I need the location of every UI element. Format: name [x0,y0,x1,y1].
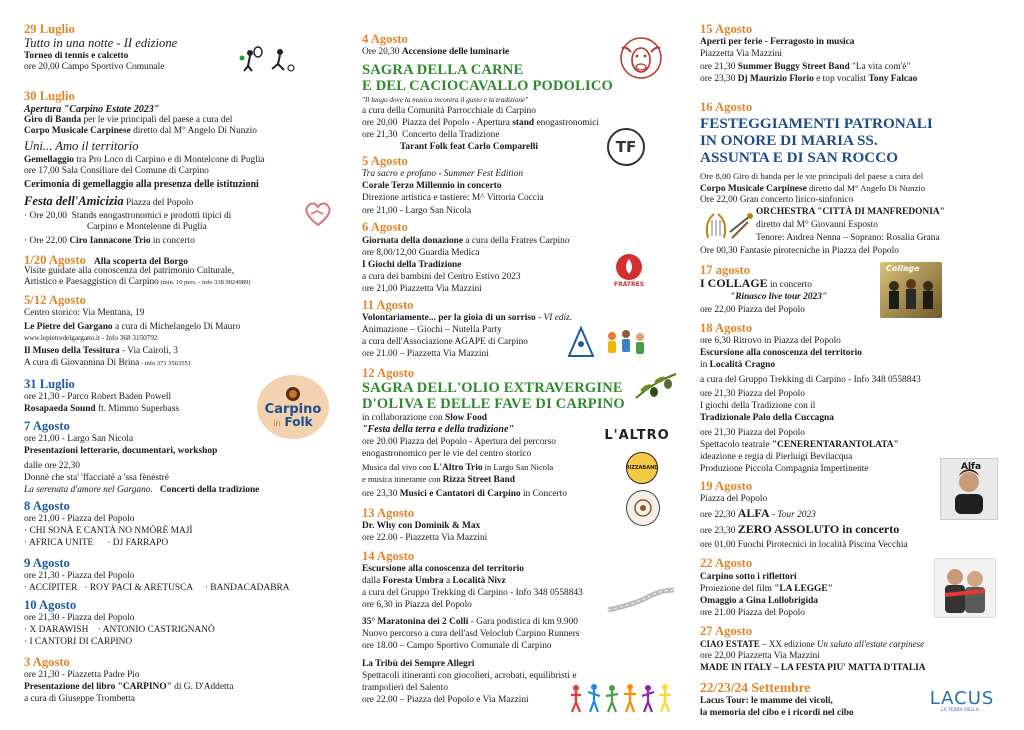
event-detail: Giro di banda per le vie principali del paese a cura del [730,171,924,181]
event-name: Corale Terzo Millennio in concerto [362,181,502,191]
logo-text: Folk [284,414,313,429]
event-detail: Visite guidate alla conoscenza del patrimonio Culturale, [24,266,235,276]
zero-assoluto-photo [934,558,996,618]
event-title: Tra sacro e profano - Summer Fest Edition [362,169,524,179]
event-time: Ore 8,00 [700,171,731,181]
event-name: la memoria del cibo e i ricordi nel cibo [700,708,854,718]
event-detail: tra Pro Loco di Carpino e di Montelcone di Puglia [74,155,265,165]
lyre-instruments-icon [700,208,754,242]
road-path-icon [606,586,676,612]
event-detail: ore 21.00 Piazza del Popolo [700,608,805,618]
logo-text: in [273,418,281,428]
logo-text: RIZZABAND [625,465,659,471]
event-detail: Donnè che sta' 'ffacciatè a 'ssa fènèstrè [24,473,169,483]
event-detail: in concerto [150,236,195,246]
event-detail: ideazione e regia di Pierluigi Bevilacqua [700,452,853,462]
event-detail: dalla [362,576,383,586]
band-name: · I CANTORI DI CARPINO [24,637,133,647]
event-time: ore 23,30 [700,526,738,536]
event-name: Le Pietre del Gargano [24,322,113,332]
event-detail: a cura del Gruppo Trekking di Carpino - Info 348 0558843 [700,375,921,385]
event-name: Giornata della donazione [362,236,464,246]
event-place: Centro storico: Via Mentana, 19 [24,308,145,318]
date-heading: 19 Agosto [700,479,753,493]
event-detail: e top vocalist [813,74,869,84]
band-name: ZERO ASSOLUTO in concerto [737,522,900,536]
event-time: ore 20.00 [362,437,398,447]
festival-title: SAGRA DELLA CARNE [362,62,524,78]
date-heading: 13 Agosto [362,506,415,520]
band-name: Tony Falcao [868,74,918,84]
event-detail: - VI ediz. [535,313,573,323]
event-title: Festa dell'Amicizia [24,194,124,208]
band-name: ORCHESTRA "CITTÀ DI MANFREDONIA" [756,207,945,217]
event-detail: a cura della Fratres Carpino [463,236,570,246]
event-detail: - Gara podistica di km 9.900 [468,617,578,627]
band-name: Corpo Musicale Carpinese [24,126,131,136]
event-detail: e musica itinerante con [362,474,443,484]
event-detail: ore 21,30 Piazza del Popolo [700,428,805,438]
event-detail: Spettacoli itineranti con giocolieri, acrobati, equilibristi e [362,671,577,681]
performers-icon [568,682,672,714]
event-detail: ore 21,30 Piazza del Popolo [700,389,805,399]
event-title: Uni... Amo il territorio [24,139,139,153]
musici-cantatori-logo [626,490,660,526]
fratres-logo [612,250,646,290]
info-contact: - info 371 3563551 [139,360,191,367]
event-name: Omaggio a Gina Lollobrigida [700,596,818,606]
logo-text: Alfa [961,462,982,472]
column-left [24,0,339,730]
date-heading: 1/20 Agosto [24,253,86,267]
event-detail: ft. Mimmo Superbass [95,404,179,414]
event-detail: Slow Food [445,413,487,423]
event-name: Escursione alla conoscenza del territorio [700,348,862,358]
event-name: I Giochi della Tradizione [362,260,462,270]
event-place: Piazza del Popolo [123,198,194,208]
event-detail: Carpino e Monteleone di Puglia [87,222,207,232]
event-detail: ore 8,00/12,00 Guardia Medica [362,248,480,258]
date-heading: 5/12 Agosto [24,293,86,307]
event-detail: diretto dal M° Angelo Di Nunzio [130,126,257,136]
event-detail: ore 22,00 Piazza del Popolo [700,305,805,315]
logo-text: L'ALTRO [604,427,670,443]
festival-title: E DEL CACIOCAVALLO PODOLICO [362,78,614,94]
event-name: MADE IN ITALY – LA FESTA PIU' MATTA D'ITALIA [700,663,926,673]
date-heading: 10 Agosto [24,598,77,612]
event-detail: a cura dei bambini del Centro Estivo 2023 [362,272,521,282]
band-name: · AFRICA UNITE [24,538,94,548]
event-time: ore 23,30 [362,489,400,499]
column-right [700,0,1010,730]
event-detail: in collaborazione con [362,413,446,423]
event-detail: a cura del Gruppo Trekking di Carpino - Info 348 0558843 [362,588,583,598]
date-heading: 18 Agosto [700,321,753,335]
event-detail: ore 6,30 in Piazza del Popolo [362,600,472,610]
event-detail: ore 21,30 - Piazzetta Padre Pio [24,670,140,680]
date-heading: 4 Agosto [362,32,408,46]
event-detail: Artistico e Paesaggistico di Carpino [24,277,159,287]
event-detail: Nuovo percorso a cura dell'asd Veloclub Carpino Runners [362,629,580,639]
event-detail: "La vita com'è" [849,62,911,72]
event-detail: Direzione artistica e tastiere: M^ Vittoria Coccia [362,193,544,203]
blood-drop-icon [615,253,643,281]
event-detail: – XX edizione [759,639,817,649]
event-detail: ore 6,30 Ritrovo in Piazza del Popolo [700,336,841,346]
event-name: Presentazioni letterarie, documentari, workshop [24,446,218,456]
laltro-logo [606,424,668,446]
olive-branch-icon [632,368,678,404]
band-name: Ciro Iannacone Trio [69,236,151,246]
event-name: Dr. Why con Dominik & Max [362,521,481,531]
event-name: Accensione delle luminarie [401,47,510,57]
event-detail: a [443,576,453,586]
event-detail: a cura di Giuseppe Trombetta [24,694,135,704]
event-name: "CENERENTARANTOLATA" [771,440,899,450]
band-name: I COLLAGE [700,276,768,290]
logo-text: LACUS [929,687,995,709]
event-detail: Piazza del Popolo - Apertura [402,118,513,128]
event-detail: Proiezione del film [700,584,775,594]
date-heading: 15 Agosto [700,22,753,36]
band-name: · CHI SONÀ E CANTÀ NO NMÒRÈ MAJÌ [24,526,193,536]
band-name: Tarant Folk feat Carlo Comparelli [400,142,539,152]
lacus-logo [922,686,1002,716]
event-place: Località Cragno [709,360,776,370]
date-heading: 16 Agosto [700,100,753,114]
date-heading: 22/23/24 Settembre [700,680,811,695]
event-detail: in Largo San Nicola [482,462,554,472]
logo-text: Carpino [264,401,322,417]
event-time: ore 22,30 [700,510,738,520]
logo-text: LA TERRA DELLA... [940,707,983,713]
event-detail: ore 17,00 Sala Consiliare del Comune di Carpino [24,166,209,176]
date-heading: 17 agosto [700,263,751,277]
date-heading: 14 Agosto [362,549,415,563]
date-heading: 27 Agosto [700,624,753,638]
date-heading: 5 Agosto [362,154,408,168]
tarant-folk-logo [607,128,645,166]
cow-head-icon [616,36,666,80]
alfa-artist-photo [940,458,998,520]
event-quote: "Il luogo dove la musica incontra il gusto e la tradizione" [362,96,529,104]
event-detail: Concerto della Tradizione [402,130,500,140]
festival-title: D'OLIVA E DELLE FAVE DI CARPINO [362,396,625,412]
band-name: · ROY PACI & ARETUSCA [84,583,194,593]
festival-title: FESTEGGIAMENTI PATRONALI [700,115,933,132]
event-detail: a cura della Comunità Parrocchiale di Carpino [362,106,536,116]
event-detail: Ore 22,00 Gran concerto lirico-sinfonico [700,195,854,205]
event-detail: Musica dal vivo con [362,462,434,472]
festival-title: IN ONORE DI MARIA SS. [700,132,878,149]
event-detail: ore 18.00 – Campo Sportivo Comunale di Carpino [362,641,552,651]
date-heading: 29 Luglio [24,22,75,36]
event-time: ore 20,00 [362,118,398,128]
date-heading: 3 Agosto [24,655,70,669]
logo-text: Collage [886,264,920,273]
logo-text: TF [615,138,637,156]
event-name: Torneo di tennis e calcetto [24,51,129,61]
event-detail: in Concerto [520,489,567,499]
event-detail: ore 21,30 - Piazza del Popolo [24,571,135,581]
event-detail: ore 21,00 - Largo San Nicola [362,206,472,216]
event-title: Apertura "Carpino Estate 2023" [24,104,160,115]
event-name: "LA LEGGE" [774,584,833,594]
event-detail: diretto dal M° Giovanni Esposto [756,220,878,230]
event-detail: Piazza del Popolo - Apertura del percorso [397,437,556,447]
date-heading: 22 Agosto [700,556,753,570]
event-detail: a cura di Michelangelo Di Mauro [112,322,241,332]
carpino-in-folk-logo [257,375,329,439]
event-detail: ore 20,00 Campo Sportivo Comunale [24,62,165,72]
event-title: Tutto in una notte - II edizione [24,36,178,50]
band-name: Summer Buggy Street Band [737,62,850,72]
band-name: Rosapaeda Sound [24,404,96,414]
event-time: · Ore 22,00 [24,236,70,246]
date-heading: 12 Agosto [362,366,415,380]
heart-hands-icon [302,199,334,227]
event-detail: I giochi della Tradizione con il [700,401,816,411]
event-detail: ore 21,30 - Piazza del Popolo [24,613,135,623]
event-place: - Via Cairoli, 3 [119,346,178,356]
event-detail: ore 21,30 - Parco Robert Baden Powell [24,392,172,402]
band-name: Dj Maurizio Florio [737,74,814,84]
info-contact: (min. 10 pers. - info 338 9024989) [158,279,251,286]
event-name: La Tribù dei Sempre Allegri [362,659,475,669]
event-detail: per le vie principali del paese a cura del [81,115,233,125]
event-detail: ore 21,00 Piazzetta Via Mazzini [362,284,482,294]
event-name: 35° Maratonina dei 2 Colli [362,617,469,627]
band-name: L'Altro Trio [433,463,483,473]
event-name: Aperti per ferie - Ferragosto in musica [700,37,855,47]
event-title: "Festa della terra e della tradizione" [362,424,514,435]
date-heading: 7 Agosto [24,419,70,433]
event-detail: stand [512,118,535,128]
tennis-football-icon [236,44,298,72]
event-name: Il Museo della Tessitura [24,346,120,356]
band-name: · BANDACADABRA [204,583,290,593]
agape-logo-icon [567,326,595,360]
event-detail: ore 22.00 – Piazza del Popolo e Via Mazzini [362,695,529,705]
rizza-band-logo [626,452,658,484]
event-detail: ore 01,00 Fuochi Pirotecnici in località Piscina Vecchia [700,540,908,550]
event-time: Ore 20,30 [362,47,402,57]
date-heading: 6 Agosto [362,220,408,234]
date-heading: 11 Agosto [362,298,414,312]
event-detail: La serenata d'amore nel Gargano. [24,485,153,495]
band-name: ALFA [737,506,770,520]
event-place: Piazza del Popolo [700,494,768,504]
event-detail: Produzione Piccola Compagnia Impertinente [700,464,869,474]
event-detail: - Tour 2023 [769,510,816,520]
event-detail: ore 21.00 – Piazzetta Via Mazzini [362,349,489,359]
event-time: · Ore 20,00 [24,211,67,221]
children-icon [604,328,652,360]
event-name: Volontariamente... per la gioia di un sorriso [362,313,536,323]
event-title: "Rinasco live tour 2023" [730,292,828,302]
event-name: Gemellaggio [24,155,74,165]
date-heading: 9 Agosto [24,556,70,570]
event-detail: diretto dal M° Angelo Di Nunzio [806,183,926,193]
event-detail: in [700,360,710,370]
tambourine-icon [283,385,303,403]
event-name: Cerimonia di gemellaggio alla presenza delle istituzioni [24,179,259,190]
event-detail: ore 21,00 - Piazza del Popolo [24,514,135,524]
event-time: ore 21,30 [362,130,398,140]
festival-title: ASSUNTA E DI SAN ROCCO [700,149,899,166]
event-time: ore 23,30 [700,74,738,84]
website-link[interactable]: www.lepietredelgargano.it - Info 368 3150792 [24,334,158,342]
event-detail: enogastronomico per le vie del centro storico [362,449,532,459]
event-place: Foresta Umbra [382,576,444,586]
event-name: Escursione alla conoscenza del territorio [362,564,524,574]
date-heading: 31 Luglio [24,377,75,391]
band-name: Musici e Cantatori di Carpino [399,489,521,499]
event-detail: Animazione – Giochi – Nutella Party [362,325,502,335]
event-detail: ore 21,00 - Largo San Nicola [24,434,134,444]
event-name: Presentazione del libro "CARPINO" [24,682,172,692]
event-detail: a cura dell'Associazione AGAPE di Carpino [362,337,528,347]
event-detail: ore 22.00 - Piazzetta Via Mazzini [362,533,488,543]
event-place: Piazzetta Via Mazzini [700,49,783,59]
event-name: CIAO ESTATE [700,639,760,649]
date-heading: 8 Agosto [24,499,70,513]
event-time: ore 21,30 [700,62,738,72]
event-detail: trampolieri del Salento [362,683,448,693]
event-detail: Ore 00,30 Fantasie pirotecniche in Piazza del Popolo [700,246,899,256]
band-name: · X DARAWISH [24,625,89,635]
event-time: dalle ore 22,30 [24,461,80,471]
event-title: Alla scoperta del Borgo [93,257,188,267]
logo-text: FRATRES [613,280,645,288]
column-middle [362,0,680,730]
event-detail: Tenore: Andrea Nenna – Soprano: Rosalia Grana [756,233,940,243]
band-name: · ANTONIO CASTRIGNANÒ [97,625,215,635]
event-detail: Spettacolo teatrale [700,440,772,450]
collage-band-photo [880,262,942,318]
band-name: Rizza Street Band [442,475,515,485]
event-detail: Stands enogastronomici e prodotti tipici di [71,211,232,221]
event-place: Località Nivz [452,576,506,586]
event-name: Concerti della tradizione [159,485,260,495]
event-name: Giro di Banda [24,115,82,125]
event-detail: in concerto [767,280,812,290]
event-detail: A cura di Giovannina Di Brina [24,358,140,368]
event-name: Tradizionale Palo della Cuccagna [700,413,834,423]
event-detail: enogastronomici [534,118,599,128]
event-detail: di G. D'Addetta [171,682,234,692]
event-detail: ore 22,00 Piazzetta Via Mazzini [700,651,820,661]
festival-title: SAGRA DELL'OLIO EXTRAVERGINE [362,380,623,396]
event-detail: Un saluto all'estate carpinese [816,639,925,649]
band-name: · ACCIPITER [24,583,78,593]
date-heading: 30 Luglio [24,89,75,103]
event-name: Lacus Tour: le mamme dei vicoli, [700,696,833,706]
event-name: Carpino sotto i riflettori [700,572,797,582]
band-name: · DJ FARRAPO [107,538,169,548]
band-name: Corpo Musicale Carpinese [700,184,807,194]
